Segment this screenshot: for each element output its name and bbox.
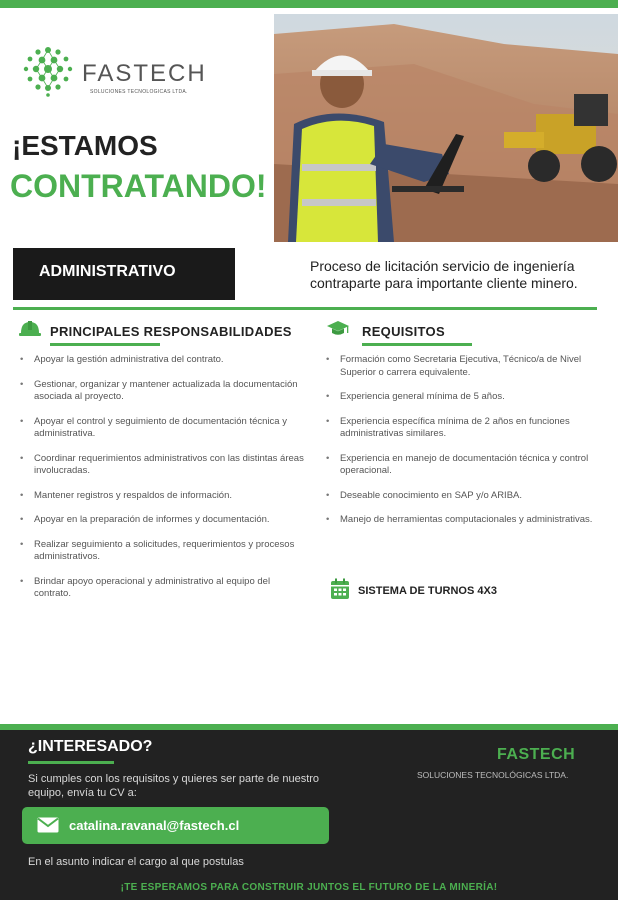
footer-brand-tagline: SOLUCIONES TECNOLÓGICAS LTDA. <box>417 770 569 780</box>
requirements-list <box>326 354 608 527</box>
requirement-item: • Deseable conocimiento en SAP y/o ARIBA. <box>326 490 608 503</box>
footer-slogan: ¡TE ESPERAMOS PARA CONSTRUIR JUNTOS EL FUTURO DE LA MINERÍA! <box>120 882 498 893</box>
responsibility-item: • Gestionar, organizar y mantener actualizada la documentación asociada al proyecto. <box>20 379 306 404</box>
logo-globe-icon <box>18 42 78 98</box>
responsibility-item: • Apoyar en la preparación de informes y documentación. <box>20 514 306 527</box>
logo-wordmark: FASTECH <box>82 60 207 87</box>
logo-tagline: SOLUCIONES TECNOLOGICAS LTDA. <box>90 89 188 95</box>
section-divider <box>13 307 597 310</box>
footer-brand-name: FASTECH <box>497 746 576 763</box>
mining-worker-illustration <box>274 14 618 242</box>
requirement-item: • Experiencia general mínima de 5 años. <box>326 391 608 404</box>
top-accent-bar <box>0 0 618 8</box>
job-description: Proceso de licitación servicio de ingeniería contraparte para importante cliente minero. <box>310 258 578 291</box>
responsibility-item: • Apoyar el control y seguimiento de documentación técnica y administrativa. <box>20 416 306 441</box>
contact-footer <box>0 730 618 900</box>
requirements-title: REQUISITOS <box>362 324 445 339</box>
email-contact-button[interactable] <box>22 807 329 844</box>
requirements-heading <box>326 318 526 346</box>
hard-hat-icon <box>18 318 42 338</box>
requirement-item: • Experiencia específica mínima de 2 años en funciones administrativas similares. <box>326 416 608 441</box>
responsibilities-underline <box>50 343 160 346</box>
responsibility-item: • Apoyar la gestión administrativa del contrato. <box>20 354 306 367</box>
requirements-underline <box>362 343 472 346</box>
graduation-cap-icon <box>326 318 350 338</box>
job-title-box <box>13 248 235 300</box>
responsibility-item: • Mantener registros y respaldos de información. <box>20 490 306 503</box>
email-address[interactable]: catalina.ravanal@fastech.cl <box>69 818 240 833</box>
shift-label: SISTEMA DE TURNOS 4X3 <box>358 585 497 597</box>
interested-underline <box>28 761 114 764</box>
responsibility-item: • Brindar apoyo operacional y administrativo al equipo del contrato. <box>20 576 306 601</box>
interested-title: ¿INTERESADO? <box>28 738 153 755</box>
job-title: ADMINISTRATIVO <box>39 263 176 280</box>
requirement-item: • Manejo de herramientas computacionales y administrativas. <box>326 514 608 527</box>
responsibilities-list <box>20 354 306 601</box>
subject-note: En el asunto indicar el cargo al que postulas <box>28 856 244 868</box>
requirement-item: • Formación como Secretaria Ejecutiva, Técnico/a de Nivel Superior o carrera equivalente. <box>326 354 608 379</box>
fastech-logo <box>18 42 218 98</box>
headline-line-2: CONTRATANDO! <box>10 168 267 204</box>
requirement-item: • Experiencia en manejo de documentación técnica y control operacional. <box>326 453 608 478</box>
responsibility-item: • Coordinar requerimientos administrativos con las distintas áreas involucradas. <box>20 453 306 478</box>
calendar-icon <box>330 578 350 600</box>
responsibility-item: • Realizar seguimiento a solicitudes, requerimientos y procesos administrativos. <box>20 539 306 564</box>
envelope-icon <box>37 817 59 833</box>
responsibilities-title: PRINCIPALES RESPONSABILIDADES <box>50 324 292 339</box>
headline-line-1: ¡ESTAMOS <box>12 130 158 161</box>
hero-photo <box>274 14 618 242</box>
apply-instructions: Si cumples con los requisitos y quieres ser parte de nuestro equipo, envía tu CV a: <box>28 773 320 799</box>
responsibilities-heading <box>18 318 298 346</box>
